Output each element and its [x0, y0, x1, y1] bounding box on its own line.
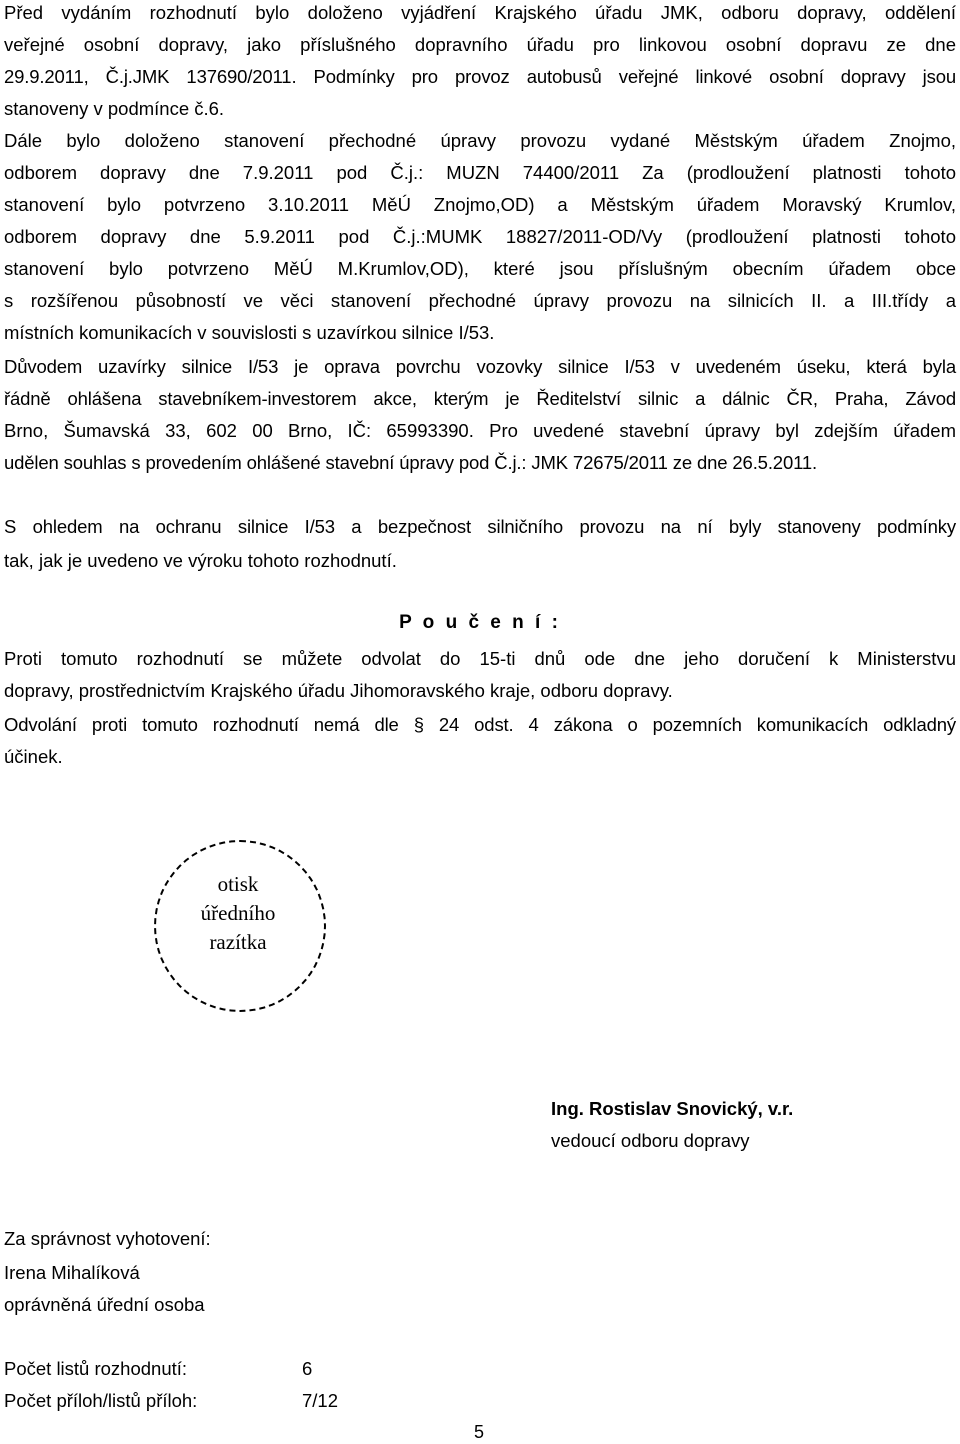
paragraph1-line: odborem dopravy dne 7.9.2011 pod Č.j.: MUZN 74400/2011 Za (prodloužení platnosti tohoto: [4, 162, 956, 183]
paragraph1-line: s rozšířenou působností ve věci stanovení přechodné úpravy provozu na silnicích II. a III.třídy a: [4, 290, 956, 311]
notice-line: Odvolání proti tomuto rozhodnutí nemá dle § 24 odst. 4 zákona o pozemních komunikacích odkladný: [4, 714, 956, 735]
signatory-name: Ing. Rostislav Snovický, v.r.: [551, 1098, 794, 1119]
paragraph1-line: Před vydáním rozhodnutí bylo doloženo vyjádření Krajského úřadu JMK, odboru dopravy, oddělení: [4, 2, 956, 23]
paragraph2-line: řádně ohlášena stavebníkem-investorem akce, kterým je Ředitelství silnic a dálnic ČR, Praha, Závod: [4, 388, 956, 409]
stamp-text-line: razítka: [209, 930, 267, 954]
notice-heading: P o u č e n í :: [399, 612, 561, 633]
paragraph1-line: stanoveny v podmínce č.6.: [4, 98, 225, 119]
page-number: 5: [474, 1422, 485, 1442]
paragraph1-line: veřejné osobní dopravy, jako příslušného dopravního úřadu pro linkovou osobní dopravu ze dne: [4, 34, 956, 55]
stamp-text-line: úředního: [200, 901, 276, 925]
paragraph1-line: stanovení bylo potvrzeno MěÚ M.Krumlov,OD), které jsou příslušným obecním úřadem obce: [4, 258, 956, 279]
paragraph1-line: Dále bylo doloženo stanovení přechodné úpravy provozu vydané Městským úřadem Znojmo,: [4, 130, 956, 151]
sheets-count-value: 6: [302, 1358, 313, 1379]
verification-role: oprávněná úřední osoba: [4, 1294, 205, 1315]
paragraph2-line: Důvodem uzavírky silnice I/53 je oprava povrchu vozovky silnice I/53 v uvedeném úseku, která byla: [4, 356, 956, 377]
notice-line: účinek.: [4, 746, 63, 767]
paragraph3-line: S ohledem na ochranu silnice I/53 a bezpečnost silničního provozu na ní byly stanoveny podmínky: [4, 516, 956, 537]
paragraph1-line: místních komunikacích v souvislosti s uzavírkou silnice I/53.: [4, 322, 495, 343]
attachments-count-label: Počet příloh/listů příloh:: [4, 1390, 198, 1411]
paragraph1-line: odborem dopravy dne 5.9.2011 pod Č.j.:MUMK 18827/2011-OD/Vy (prodloužení platnosti tohoto: [4, 226, 956, 247]
sheets-count-label: Počet listů rozhodnutí:: [4, 1358, 188, 1379]
paragraph3-line: tak, jak je uvedeno ve výroku tohoto rozhodnutí.: [4, 550, 397, 571]
paragraph1-line: stanovení bylo potvrzeno 3.10.2011 MěÚ Znojmo,OD) a Městským úřadem Moravský Krumlov,: [4, 194, 956, 215]
paragraph2-line: Brno, Šumavská 33, 602 00 Brno, IČ: 65993390. Pro uvedené stavební úpravy byl zdejším úřadem: [4, 420, 956, 441]
verification-label: Za správnost vyhotovení:: [4, 1228, 211, 1249]
paragraph2-line: udělen souhlas s provedením ohlášené stavební úpravy pod Č.j.: JMK 72675/2011 ze dne 26.5.2011.: [4, 452, 817, 473]
stamp-placeholder: [154, 870, 322, 957]
paragraph1-line: 29.9.2011, Č.j.JMK 137690/2011. Podmínky pro provoz autobusů veřejné linkové osobní dopravy jsou: [4, 66, 956, 87]
notice-line: dopravy, prostřednictvím Krajského úřadu Jihomoravského kraje, odboru dopravy.: [4, 680, 673, 701]
attachments-count-value: 7/12: [302, 1390, 339, 1411]
verification-name: Irena Mihalíková: [4, 1262, 140, 1283]
notice-line: Proti tomuto rozhodnutí se můžete odvolat do 15-ti dnů ode dne jeho doručení k Ministerstvu: [4, 648, 956, 669]
signatory-role: vedoucí odboru dopravy: [551, 1130, 750, 1151]
stamp-text-line: otisk: [217, 872, 259, 896]
